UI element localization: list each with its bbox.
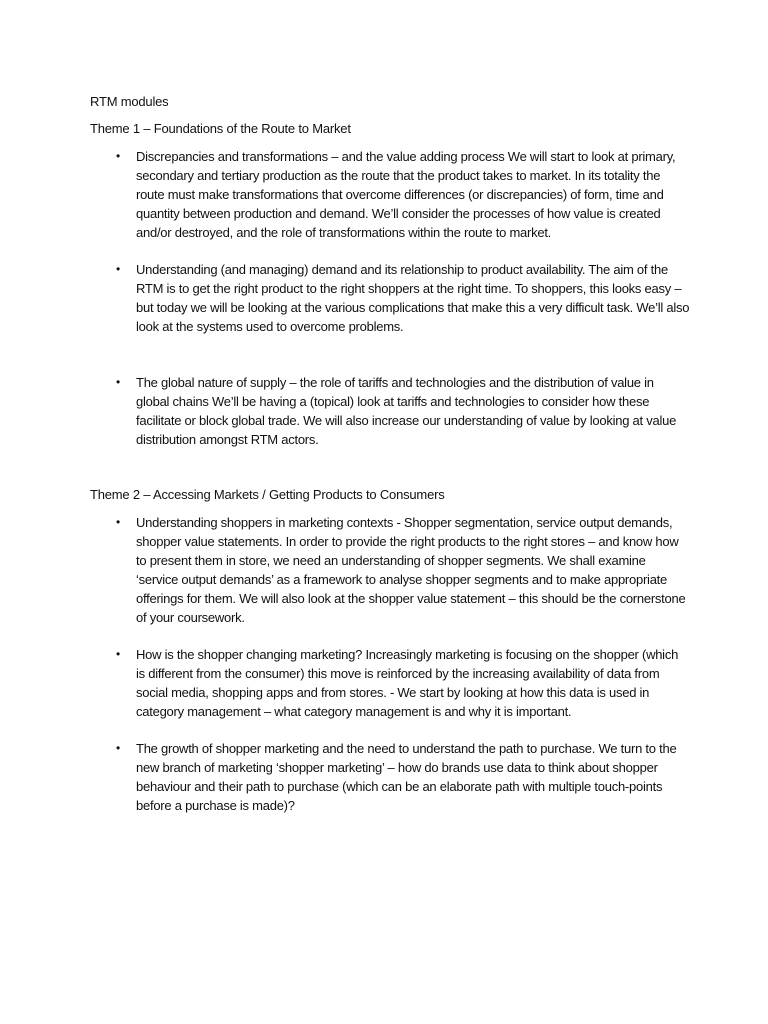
list-item	[90, 147, 690, 242]
bullet-text: Understanding shoppers in marketing contexts - Shopper segmentation, service output demands, shopper value statements. In order to provide the right products to the right stores – and know how to present them in store, we need an understanding of shopper segments. We shall examine ‘service output demands’ as a framework to analyse shopper segments and to make appropriate offerings for them. We will also look at the shopper value statement – this should be the cornerstone of your coursework.	[136, 515, 686, 625]
theme-1-heading: Theme 1 – Foundations of the Route to Market	[90, 121, 351, 136]
bullet-text: The growth of shopper marketing and the need to understand the path to purchase. We turn to the new branch of marketing ‘shopper marketing’ – how do brands use data to think about shopper behaviour and their path to purchase (which can be an elaborate path with multiple touch-points before a purchase is made)?	[136, 741, 677, 813]
theme-2-heading: Theme 2 – Accessing Markets / Getting Products to Consumers	[90, 487, 445, 502]
bullet-icon: •	[116, 515, 120, 529]
bullet-icon: •	[116, 149, 120, 163]
document-page	[90, 92, 690, 815]
bullet-icon: •	[116, 262, 120, 276]
bullet-icon: •	[116, 647, 120, 661]
list-item	[90, 373, 690, 449]
bullet-text: Discrepancies and transformations – and the value adding process We will start to look at primary, secondary and tertiary production as the route that the product takes to market. In its totality the route must make transformations that overcome differences (or discrepancies) of form, time and quantity between production and demand. We’ll consider the processes of how value is created and/or destroyed, and the role of transformations within the route to market.	[136, 149, 676, 240]
list-item	[90, 260, 690, 336]
bullet-text: How is the shopper changing marketing? Increasingly marketing is focusing on the shopper (which is different from the consumer) this move is reinforced by the increasing availability of data from social media, shopping apps and from stores. - We start by looking at how this data is used in category management – what category management is and why it is important.	[136, 647, 679, 719]
theme-2-bullet-list	[90, 513, 690, 815]
bullet-icon: •	[116, 375, 120, 389]
bullet-text: Understanding (and managing) demand and its relationship to product availability. The aim of the RTM is to get the right product to the right shoppers at the right time. To shoppers, this looks easy – but today we will be looking at the various complications that make this a very difficult task. We’ll also look at the systems used to overcome problems.	[136, 262, 690, 334]
bullet-text: The global nature of supply – the role of tariffs and technologies and the distribution of value in global chains We’ll be having a (topical) look at tariffs and technologies to consider how these facilitate or block global trade. We will also increase our understanding of value by looking at value distribution amongst RTM actors.	[136, 375, 677, 447]
list-item	[90, 513, 690, 627]
bullet-icon: •	[116, 741, 120, 755]
list-item	[90, 645, 690, 721]
list-item	[90, 739, 690, 815]
theme-1-bullet-list	[90, 147, 690, 449]
document-title: RTM modules	[90, 94, 169, 109]
